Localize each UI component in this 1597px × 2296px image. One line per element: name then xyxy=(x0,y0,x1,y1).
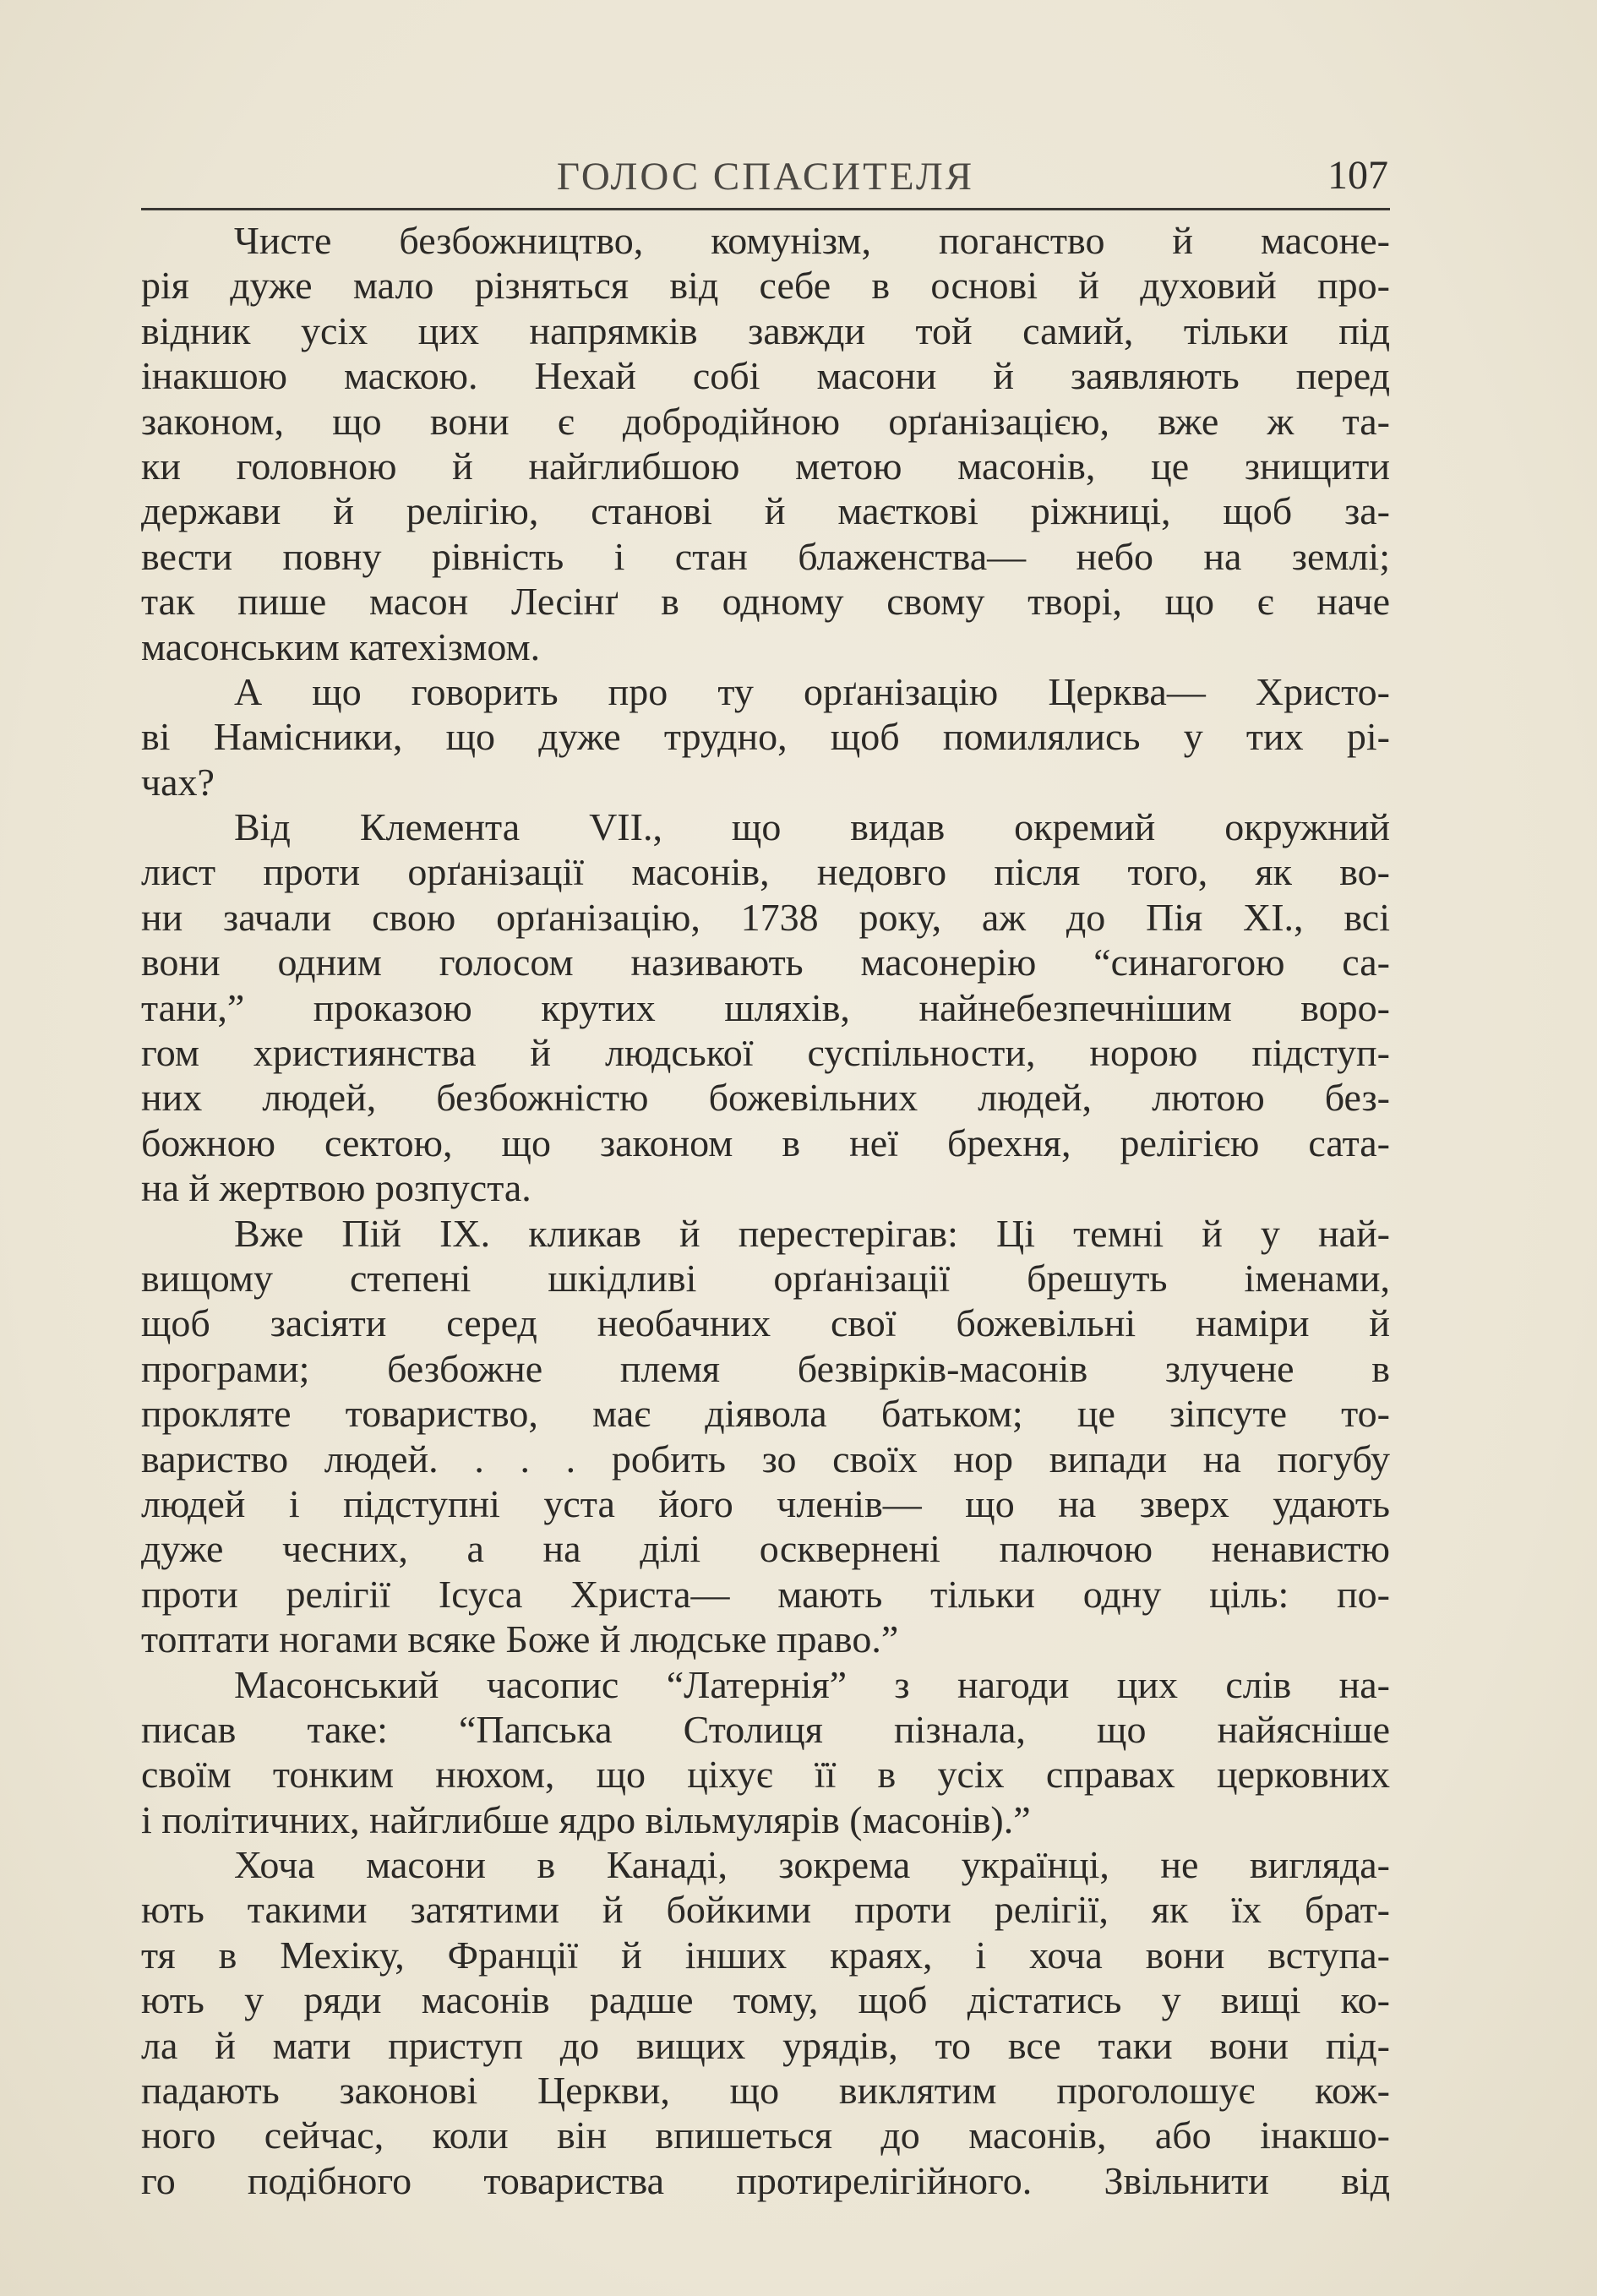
text-line: вони одним голосом називають масонерію “синагогою са- xyxy=(141,941,1390,984)
text-line: рія дуже мало різняться від себе в основі й духовий про- xyxy=(141,264,1390,308)
text-line: Від Клемента VII., що видав окремий окружний xyxy=(234,805,1390,849)
text-line: вариство людей. . . . робить зо своїх нор випади на погубу xyxy=(141,1437,1390,1481)
text-line: ла й мати приступ до вищих урядів, то все таки вони під- xyxy=(141,2023,1390,2067)
text-line: Хоча масони в Канаді, зокрема українці, не виглядa- xyxy=(234,1843,1390,1887)
text-line: Вже Пій IX. кликав й перестерігав: Ці темні й у най- xyxy=(234,1211,1390,1255)
text-line: го подібного товариства протирелігійного. Звільнити від xyxy=(141,2158,1390,2202)
text-line: писав таке: “Папська Столиця пізнала, що найясніше xyxy=(141,1707,1390,1751)
text-line: відник усіх цих напрямків завжди той самий, тільки під xyxy=(141,308,1390,352)
text-line: лист проти орґанізації масонів, недовго після того, як во- xyxy=(141,850,1390,894)
text-line: ного сейчас, коли він впишеться до масонів, або інакшо- xyxy=(141,2113,1390,2157)
text-line: своїм тонким нюхом, що ціхує її в усіх справах церковних xyxy=(141,1753,1390,1797)
text-line: Чисте безбожництво, комунізм, поганство й масоне- xyxy=(234,219,1390,262)
text-line: тя в Мехіку, Франції й інших краях, і хоча вони вступа- xyxy=(141,1933,1390,1977)
text-line: проти релігії Ісуса Христа— мають тільки одну ціль: по- xyxy=(141,1572,1390,1616)
text-line: чах? xyxy=(141,760,215,804)
text-line: прокляте товариство, має діявола батьком; це зіпсуте то- xyxy=(141,1392,1390,1436)
text-line: так пише масон Лесінґ в одному свому творі, що є наче xyxy=(141,580,1390,624)
page-number: 107 xyxy=(1327,153,1388,198)
text-line: інакшою маскою. Нехай собі масони й заявляють перед xyxy=(141,354,1390,398)
text-line: гом християнства й людської суспільности, норою підступ- xyxy=(141,1031,1390,1075)
text-line: ві Намісники, що дуже трудно, щоб помилялись у тих рі- xyxy=(141,715,1390,759)
text-line: людей і підступні уста його членів— що на зверх удають xyxy=(141,1481,1390,1525)
body-text xyxy=(141,218,1390,2203)
text-line: дуже чесних, а на ділі осквернені палючою ненавистю xyxy=(141,1527,1390,1571)
page-header xyxy=(141,142,1390,205)
text-line: щоб засіяти серед необачних свої божевільні наміри й xyxy=(141,1301,1390,1345)
text-line: ють у ряди масонів радше тому, щоб дістатись у вищі ко- xyxy=(141,1978,1390,2022)
text-line: топтати ногами всяке Боже й людське право.” xyxy=(141,1617,899,1661)
running-title: ГОЛОС СПАСИТЕЛЯ xyxy=(556,155,975,199)
text-line: Масонський часопис “Латернія” з нагоди цих слів на- xyxy=(234,1662,1390,1706)
text-line: вищому степені шкідливі орґанізації брешуть іменами, xyxy=(141,1256,1390,1300)
text-line: ки головною й найглибшою метою масонів, це знищити xyxy=(141,444,1390,488)
text-line: масонським катехізмом. xyxy=(141,624,541,668)
text-line: божною сектою, що законом в неї брехня, релігією сата- xyxy=(141,1121,1390,1164)
text-line: А що говорить про ту орґанізацію Церква— Христо- xyxy=(234,669,1390,713)
text-line: них людей, безбожністю божевільних людей, лютою без- xyxy=(141,1076,1390,1120)
text-line: падають законові Церкви, що виклятим проголошує кож- xyxy=(141,2069,1390,2113)
text-line: на й жертвою розпуста. xyxy=(141,1166,531,1210)
text-line: законом, що вони є добродійною орґанізацією, вже ж та- xyxy=(141,399,1390,443)
text-line: програми; безбожне племя безвірків-масонів злучене в xyxy=(141,1346,1390,1390)
text-line: вести повну рівність і стан блаженства— небо на землі; xyxy=(141,534,1390,578)
text-line: держави й релігію, станові й маєткові ріжниці, щоб за- xyxy=(141,489,1390,533)
text-line: ють такими затятими й бойкими проти релігії, як їх брат- xyxy=(141,1888,1390,1932)
text-line: тани,” проказою крутих шляхів, найнебезпечнішим воро- xyxy=(141,985,1390,1029)
text-line: і політичних, найглибше ядро вільмулярів (масонів).” xyxy=(141,1797,1031,1841)
header-rule xyxy=(141,208,1390,210)
text-line: ни зачали свою орґанізацію, 1738 року, аж до Пія XI., всі xyxy=(141,895,1390,939)
